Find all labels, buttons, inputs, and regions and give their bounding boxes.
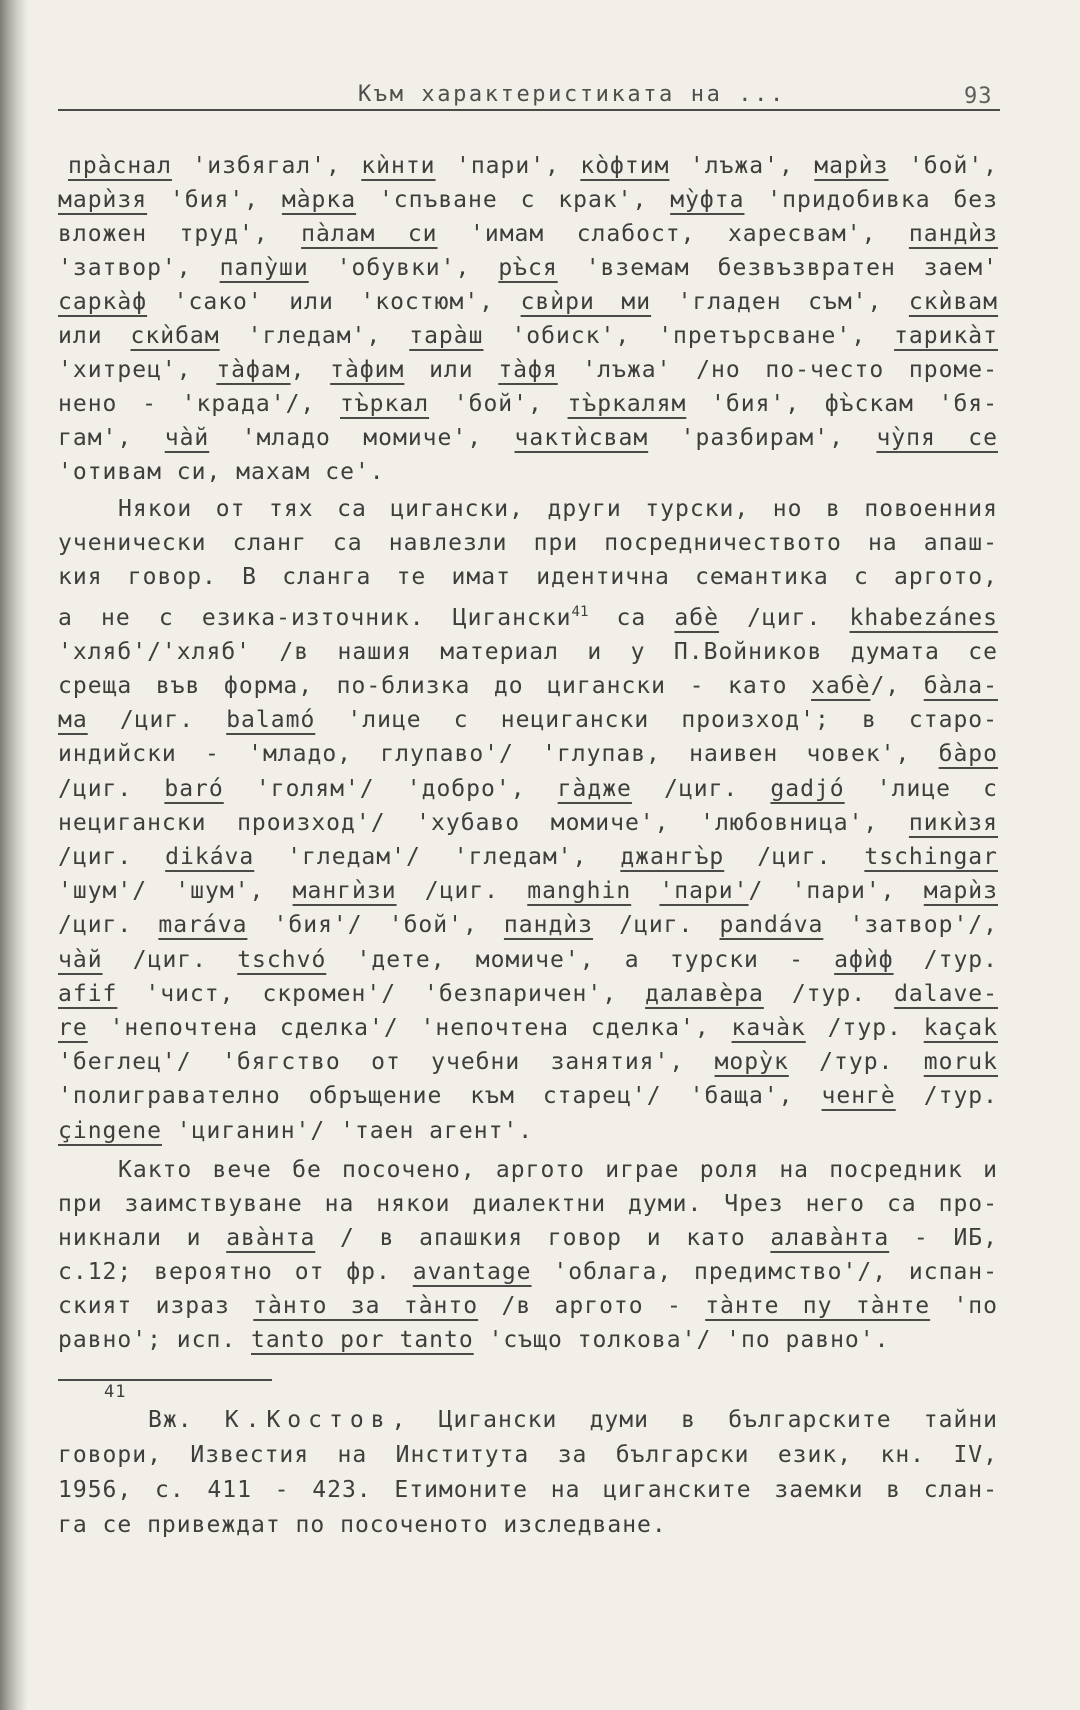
text-line (58, 1221, 998, 1255)
underlined-term: мору̀к (714, 1049, 789, 1076)
underlined-term: tschingar (864, 844, 998, 871)
underlined-term: та̀фя (498, 357, 558, 383)
author-name: К.Костов (224, 1407, 392, 1433)
text-line (58, 387, 998, 421)
text-run: 'непочтена сделка'/ 'непочтена сделка', (87, 1015, 732, 1042)
page-gutter-shadow (0, 0, 28, 1710)
text-run: ученически сланг са навлезли при посредничеството на апаш- (58, 530, 998, 557)
text-line (58, 1289, 998, 1323)
running-header-title: Към характеристиката на ... (358, 82, 786, 107)
text-line (58, 1438, 998, 1473)
underlined-term: dikáva (165, 844, 255, 871)
footnote-marker: 41 (104, 1382, 127, 1402)
underlined-term: хабѐ (811, 673, 871, 700)
text-run: 'затвор', (58, 255, 220, 281)
text-line (58, 1045, 998, 1079)
footnote-reference: 41 (571, 603, 589, 620)
footnote (58, 1403, 998, 1543)
underlined-term: tanto por tanto (251, 1327, 474, 1353)
underlined-term: афѝф (834, 946, 894, 973)
text-line (58, 353, 998, 387)
text-run: 'бой', (888, 153, 999, 179)
underlined-term: му̀фта (670, 187, 745, 213)
text-run: 'вземам безвъзвратен заем' (557, 255, 999, 281)
text-line (58, 217, 998, 251)
text-line (58, 669, 998, 703)
text-run: вложен труд', (58, 221, 302, 247)
text-run: а не с езика-източник. Цигански (58, 604, 572, 631)
text-run: /в аргото - (478, 1293, 706, 1319)
text-line (58, 908, 998, 942)
text-run: 'отивам си, махам се'. (58, 459, 385, 485)
text-line (58, 492, 998, 526)
underlined-term: чу̀пя се (876, 425, 998, 451)
text-run: 'бия', (147, 187, 282, 213)
text-run: /циг. (58, 912, 159, 939)
text-run: индийски - 'младо, глупаво'/ 'глупав, наивен човек', (58, 741, 939, 768)
text-run: 'беглец'/ 'бягство от учебни занятия', (58, 1049, 715, 1076)
underlined-term: ча̀й (164, 425, 210, 451)
underlined-term: çingene (58, 1117, 162, 1144)
text-run: 'спъване с крак', (356, 187, 671, 213)
text-line (58, 635, 998, 669)
text-line (58, 251, 998, 285)
underlined-term: ма (58, 707, 88, 734)
text-line (58, 421, 998, 455)
text-run: гам', (58, 425, 165, 451)
text-run: нено - 'крада'/, (58, 391, 340, 417)
text-run: 'бой', (429, 391, 568, 417)
underlined-term: moruk (923, 1049, 998, 1076)
text-run: 'хляб'/'хляб' /в нашия материал и у П.Войников думата се (58, 638, 998, 665)
underlined-term: тарика̀т (894, 323, 998, 349)
text-run: 'голям'/ 'добро', (223, 775, 558, 802)
text-run: 'разбирам', (648, 425, 877, 451)
text-line (58, 943, 998, 977)
underlined-term: кѝнти (361, 153, 436, 179)
underlined-term: pandáva (719, 912, 824, 939)
text-line (58, 1473, 998, 1508)
underlined-term: та̀нто за та̀нто (253, 1293, 479, 1319)
text-run: 'лице с нецигански произход'; в старо- (315, 707, 999, 734)
text-run: 'избягал', (171, 153, 362, 179)
text-run: 'имам слабост, харесвам', (437, 221, 909, 247)
underlined-term: папу̀ши (219, 255, 309, 281)
text-run: /тур. (893, 946, 998, 973)
text-run: /циг. (58, 775, 165, 802)
text-line (58, 737, 998, 771)
text-run: Някои от тях са цигански, други турски, но в повоенния (118, 496, 998, 522)
text-run: 'обувки', (308, 255, 499, 281)
text-line (58, 1187, 998, 1221)
underlined-term: dalave- (894, 980, 998, 1007)
underlined-term: па̀лам си (301, 221, 438, 247)
text-run: с.12; вероятно от фр. (58, 1259, 413, 1285)
text-run: /циг. (631, 775, 771, 802)
text-line (58, 1153, 998, 1187)
underlined-term: kaçak (923, 1015, 998, 1042)
underlined-term: тъ̀ркалям (567, 391, 687, 417)
text-run: /циг. (396, 878, 528, 905)
underlined-term: 'пари' (659, 878, 749, 905)
text-run: 'гладен съм', (651, 289, 909, 315)
underlined-term: afif (58, 980, 118, 1007)
text-run: 'лице с (844, 775, 998, 802)
text-run: 1956, с. 411 - 423. Етимоните на циганските заемки в слан- (58, 1477, 998, 1503)
underlined-term: тара̀ш (409, 323, 484, 349)
text-run: 'младо момиче', (209, 425, 515, 451)
text-run: 'гледам', (219, 323, 410, 349)
text-run: 'лъжа' /но по-често проме- (557, 357, 998, 383)
underlined-term: марѝзя (58, 187, 148, 213)
footnote-rule (58, 1379, 272, 1381)
text-line (58, 285, 998, 319)
text-run: 'лъжа', (669, 153, 815, 179)
underlined-term: ченгѐ (821, 1083, 896, 1110)
text-run: / в апашкия говор и като (315, 1225, 771, 1251)
text-line (58, 526, 998, 560)
text-run: 'дете, момиче', а турски - (326, 946, 835, 973)
text-run: - ИБ, (889, 1225, 998, 1251)
text-line (58, 703, 998, 737)
underlined-term: чактѝсвам (514, 425, 649, 451)
text-line (58, 1114, 998, 1148)
text-run (631, 878, 659, 904)
text-run: 'бия'/ 'бой', (247, 912, 504, 939)
text-run: , Цигански думи в българските тайни (391, 1407, 999, 1433)
text-run: при заимствуване на някои диалектни думи. Чрез него са про- (58, 1191, 998, 1217)
text-line (58, 1508, 998, 1543)
text-run: 'полигравателно обръщение към старец'/ 'баща', (58, 1083, 822, 1110)
text-line (58, 1323, 998, 1357)
underlined-term: manghin (527, 878, 632, 905)
paragraph-3 (58, 1153, 998, 1357)
text-run: 'бия', фъ̀скам 'бя- (686, 391, 998, 417)
underlined-term: далавѐра (645, 980, 764, 1007)
underlined-term: ба̀ро (938, 741, 998, 768)
underlined-term: khabezánes (849, 604, 999, 631)
underlined-term: gadjó (770, 775, 845, 802)
text-run: /, (870, 673, 924, 700)
underlined-term: скѝвам (908, 289, 999, 315)
text-run: 'затвор'/, (823, 912, 998, 939)
text-run: /циг. (593, 912, 720, 939)
underlined-term: та̀фам (216, 357, 291, 383)
underlined-term: джангъ̀р (620, 844, 725, 871)
underlined-term: tschvó (237, 946, 327, 973)
text-run: ският израз (58, 1293, 254, 1319)
text-line (58, 977, 998, 1011)
text-line (58, 455, 998, 489)
text-line (58, 149, 998, 183)
text-run: са (588, 604, 675, 631)
text-line (58, 1403, 998, 1438)
underlined-term: пандѝз (908, 221, 998, 247)
text-run: /циг. (724, 844, 865, 871)
underlined-term: свѝри ми (520, 289, 652, 315)
underlined-term: пандѝз (503, 912, 594, 939)
text-run: Вж. (148, 1407, 225, 1433)
text-run: 'чист, скромен'/ 'безпаричен', (117, 980, 646, 1007)
text-run: 'пари', (435, 153, 581, 179)
header-rule (58, 109, 1000, 111)
underlined-term: balamó (226, 707, 316, 734)
text-run: / 'пари', (748, 878, 924, 905)
text-run: 'шум'/ 'шум', (58, 878, 293, 905)
underlined-term: тъ̀ркал (339, 391, 430, 417)
underlined-term: сарка̀ф (58, 289, 148, 315)
text-run: /тур. (788, 1049, 924, 1076)
text-line (58, 840, 998, 874)
underlined-term: maráva (158, 912, 248, 939)
underlined-term: скѝбам (130, 323, 220, 349)
text-run: /тур. (895, 1083, 998, 1110)
underlined-term: ма̀рка (281, 187, 357, 213)
underlined-term: ава̀нта (226, 1225, 316, 1251)
text-line (58, 806, 998, 840)
text-line (58, 595, 998, 635)
underlined-term: та̀нте пу та̀нте (705, 1293, 931, 1319)
text-run: 'сако' или 'костюм', (147, 289, 521, 315)
text-run: /циг. (58, 844, 166, 871)
paragraph-2 (58, 492, 998, 1148)
text-run: 'също толкова'/ 'по равно'. (473, 1327, 890, 1353)
underlined-term: га̀дже (557, 775, 632, 802)
underlined-term: re (58, 1015, 88, 1042)
text-line (58, 1255, 998, 1289)
underlined-term: baró (164, 775, 224, 802)
text-run: /циг. (87, 707, 227, 734)
text-run: 'по (930, 1293, 998, 1319)
underlined-term: мангѝзи (292, 878, 397, 905)
text-run: , (290, 357, 331, 383)
text-run: никнали и (58, 1225, 227, 1251)
underlined-term: пра̀снал (68, 153, 172, 179)
underlined-term: пикѝзя (908, 809, 998, 836)
text-run: /тур. (805, 1015, 924, 1042)
text-run: 'хитрец', (58, 357, 217, 383)
text-run: среща във форма, по-близка до цигански - като (58, 673, 812, 700)
underlined-term: ко̀фтим (580, 153, 670, 179)
text-run: га се привеждат по посоченото изследване. (58, 1512, 667, 1538)
text-run: 'облага, предимство'/, испан- (531, 1259, 998, 1285)
text-run: или (404, 357, 499, 383)
text-run: /тур. (763, 980, 895, 1007)
underlined-term: алава̀нта (770, 1225, 890, 1251)
text-line (58, 772, 998, 806)
text-run: 'циганин'/ 'таен агент'. (161, 1117, 534, 1144)
text-run: говори, Известия на Института за български език, кн. IV, (58, 1442, 998, 1468)
text-line (58, 1079, 998, 1113)
text-line (58, 1011, 998, 1045)
underlined-term: та̀фим (330, 357, 405, 383)
underlined-term: ча̀й (58, 946, 103, 973)
text-run: /циг. (718, 604, 850, 631)
text-run: или (58, 323, 131, 349)
page-number: 93 (964, 84, 993, 109)
underlined-term: ръ̀ся (498, 255, 558, 281)
text-run: кия говор. В сланга те имат идентична семантика с аргото, (58, 564, 998, 591)
underlined-term: avantage (412, 1259, 532, 1285)
text-run: 'обиск', 'претърсване', (483, 323, 895, 349)
text-run: Както вече бе посочено, аргото играе роля на посредник и (118, 1157, 998, 1183)
text-line (58, 874, 998, 908)
text-line (58, 560, 998, 594)
text-run: равно'; исп. (58, 1327, 252, 1353)
text-run: нецигански произход'/ 'хубаво момиче', 'любовница', (58, 809, 909, 836)
text-run: 'придобивка без (744, 187, 998, 213)
underlined-term: кача̀к (731, 1015, 806, 1042)
paragraph-1 (58, 149, 998, 489)
underlined-term: марѝз (814, 153, 889, 179)
text-line (58, 319, 998, 353)
underlined-term: марѝз (923, 878, 998, 905)
text-line (58, 183, 998, 217)
underlined-term: абѐ (674, 604, 719, 631)
text-run: /циг. (102, 946, 238, 973)
text-run: 'гледам'/ 'гледам', (254, 844, 621, 871)
underlined-term: ба̀ла- (923, 673, 998, 700)
